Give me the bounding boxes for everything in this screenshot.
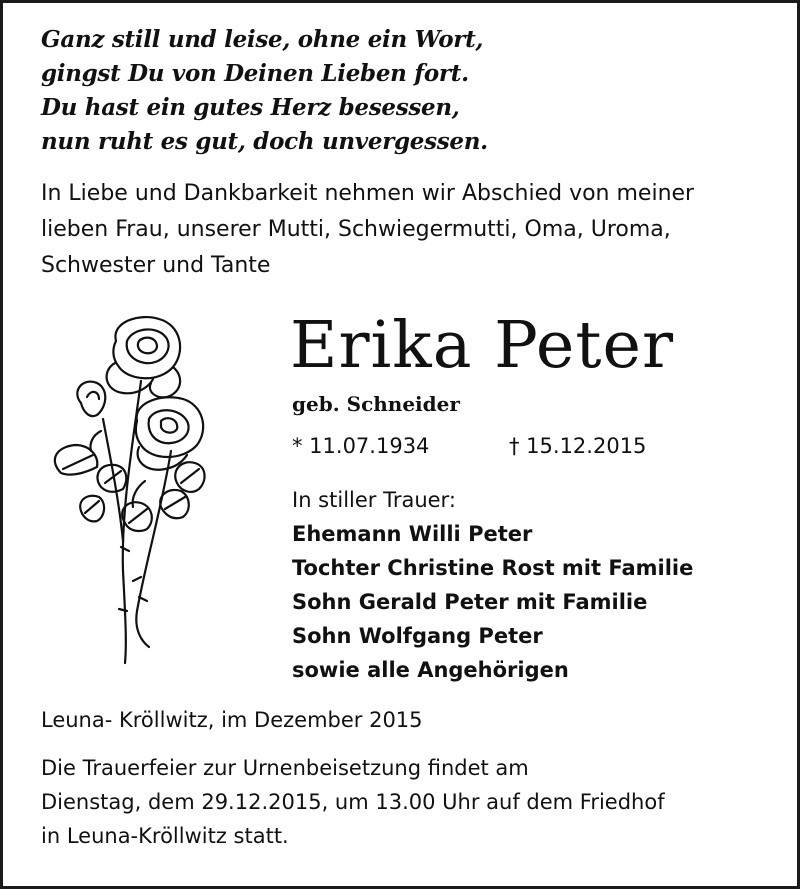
mourner-name: Tochter Christine Rost mit Familie bbox=[292, 556, 694, 580]
poem-line: Ganz still und leise, ohne ein Wort, bbox=[41, 26, 484, 53]
life-dates bbox=[292, 430, 647, 462]
service-line: in Leuna-Kröllwitz statt. bbox=[41, 824, 289, 848]
mourners-label: In stiller Trauer: bbox=[292, 488, 456, 512]
death-date: † 15.12.2015 bbox=[509, 434, 647, 458]
poem-line: gingst Du von Deinen Lieben fort. bbox=[41, 60, 469, 87]
rose-illustration-icon bbox=[41, 311, 216, 666]
mourner-name: Sohn Gerald Peter mit Familie bbox=[292, 590, 648, 614]
memorial-poem bbox=[41, 23, 488, 159]
funeral-service-info bbox=[41, 751, 665, 853]
poem-line: Du hast ein gutes Herz besessen, bbox=[41, 94, 460, 121]
farewell-line: In Liebe und Dankbarkeit nehmen wir Abschied von meiner bbox=[41, 181, 695, 206]
farewell-text bbox=[41, 176, 781, 284]
poem-line: nun ruht es gut, doch unvergessen. bbox=[41, 128, 488, 155]
maiden-name: geb. Schneider bbox=[292, 392, 460, 416]
mourners-list bbox=[292, 483, 693, 687]
place-and-date: Leuna- Kröllwitz, im Dezember 2015 bbox=[41, 708, 423, 732]
service-line: Die Trauerfeier zur Urnenbeisetzung findet am bbox=[41, 756, 529, 780]
service-line: Dienstag, dem 29.12.2015, um 13.00 Uhr auf dem Friedhof bbox=[41, 790, 665, 814]
mourner-name: Sohn Wolfgang Peter bbox=[292, 624, 543, 648]
farewell-line: Schwester und Tante bbox=[41, 253, 271, 278]
mourner-name: Ehemann Willi Peter bbox=[292, 522, 533, 546]
mourner-name: sowie alle Angehörigen bbox=[292, 658, 569, 682]
farewell-line: lieben Frau, unserer Mutti, Schwiegermutti, Oma, Uroma, bbox=[41, 217, 671, 242]
deceased-name: Erika Peter bbox=[290, 308, 675, 383]
birth-date: * 11.07.1934 bbox=[292, 434, 430, 458]
